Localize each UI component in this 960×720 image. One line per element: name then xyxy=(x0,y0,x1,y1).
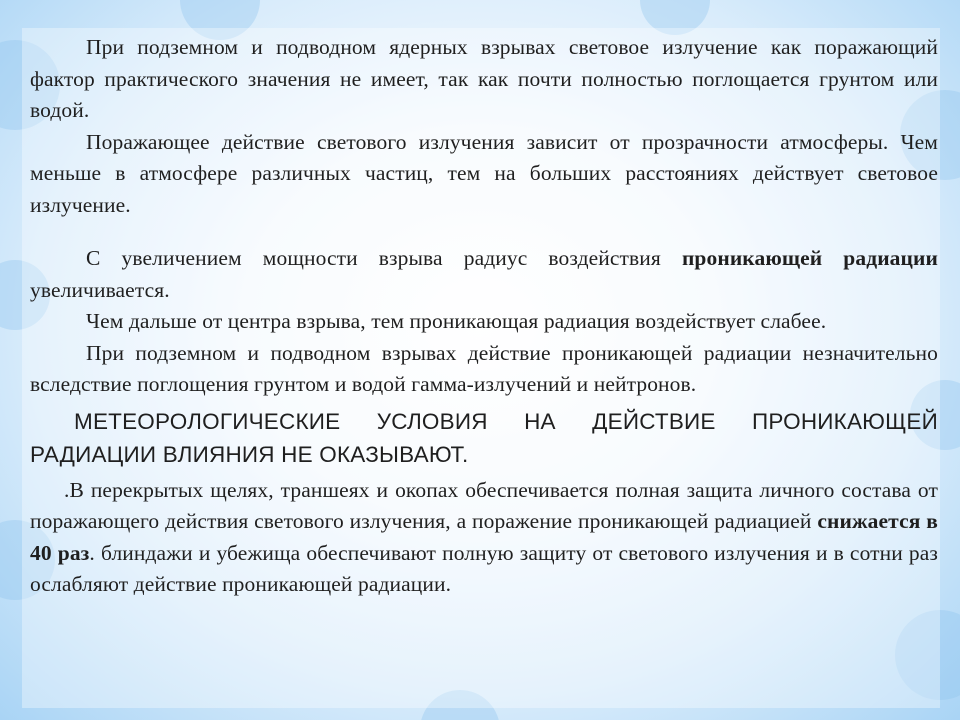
text-run: .В перекрытых щелях, траншеях и окопах обеспечивается полная защита личного состава от поражающего действия светового излучения, а поражение проникающей радиацией xyxy=(30,477,938,533)
text-run: С увеличением мощности взрыва радиус воздействия xyxy=(86,246,682,270)
paragraph-radiation-underground: При подземном и подводном взрывах действие проникающей радиации незначительно вследствие поглощения грунтом и водой гамма-излучений и нейтронов. xyxy=(30,340,938,396)
emphasis-term: проникающей радиации xyxy=(681,246,938,270)
text-run: увеличивается. xyxy=(30,277,170,302)
emphasis-reduction: снижается в 40 раз xyxy=(30,509,938,565)
paragraph-radiation-power xyxy=(30,243,938,306)
paragraph-protection xyxy=(30,475,938,601)
paragraph-meteorological-note: МЕТЕОРОЛОГИЧЕСКИЕ УСЛОВИЯ НА ДЕЙСТВИЕ ПРОНИКАЮЩЕЙ РАДИАЦИИ ВЛИЯНИЯ НЕ ОКАЗЫВАЮТ. xyxy=(30,408,938,467)
spacer xyxy=(30,221,938,243)
slide-body xyxy=(30,32,938,601)
paragraph-radiation-distance: Чем дальше от центра взрыва, тем проникающая радиация воздействует слабее. xyxy=(86,309,827,333)
text-run: . блиндажи и убежища обеспечивают полную защиту от светового излучения и в сотни раз ослабляют действие проникающей радиации. xyxy=(30,540,939,596)
paragraph-light-atmosphere: Поражающее действие светового излучения зависит от прозрачности атмосферы. Чем меньше в атмосфере различных частиц, тем на больших расстояниях действует световое излучение. xyxy=(30,129,938,217)
paragraph-light-underground: При подземном и подводном ядерных взрывах световое излучение как поражающий фактор практического значения не имеет, так как почти полностью поглощается грунтом или водой. xyxy=(30,35,938,122)
